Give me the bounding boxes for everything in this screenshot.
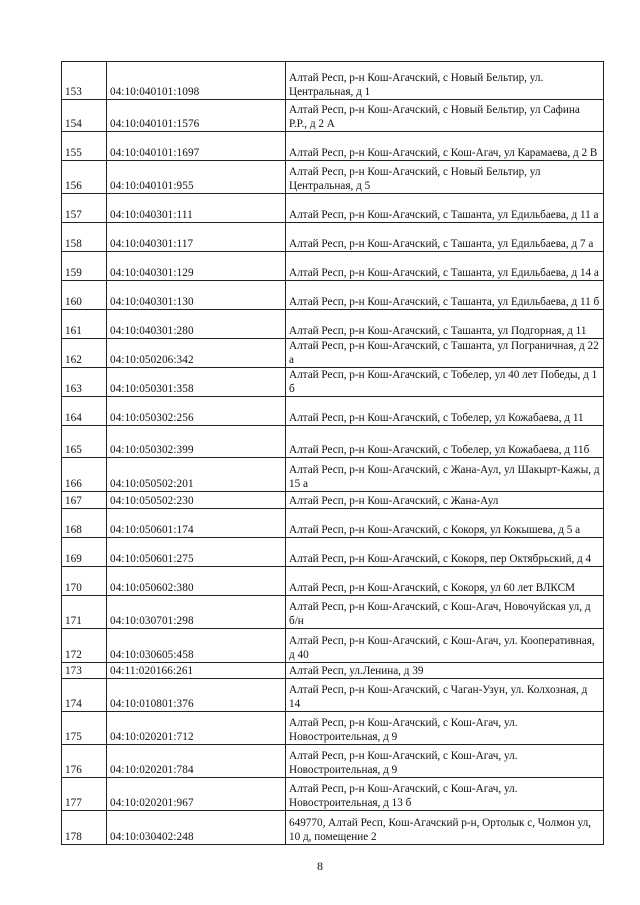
property-address: Алтай Респ, р-н Кош-Агачский, с Ташанта, ул Едильбаева, д 11 б — [286, 281, 604, 310]
row-number: 168 — [62, 509, 107, 538]
table-row — [62, 397, 604, 426]
row-number: 162 — [62, 339, 107, 368]
row-number: 165 — [62, 426, 107, 458]
cadastral-number: 04:10:050602:380 — [107, 567, 286, 596]
table-row — [62, 811, 604, 845]
cadastral-number: 04:11:020166:261 — [107, 663, 286, 679]
cadastral-number: 04:10:040101:1576 — [107, 100, 286, 132]
row-number: 156 — [62, 161, 107, 194]
cadastral-number: 04:10:050301:358 — [107, 368, 286, 397]
row-number: 177 — [62, 778, 107, 811]
cadastral-number: 04:10:020201:784 — [107, 745, 286, 778]
property-address: Алтай Респ, р-н Кош-Агачский, с Ташанта, ул Едильбаева, д 11 а — [286, 194, 604, 223]
property-address: Алтай Респ, р-н Кош-Агачский, с Тобелер, ул 40 лет Победы, д 1 б — [286, 368, 604, 397]
property-address: Алтай Респ, р-н Кош-Агачский, с Чаган-Узун, ул. Колхозная, д 14 — [286, 679, 604, 712]
row-number: 153 — [62, 62, 107, 100]
table-row — [62, 281, 604, 310]
row-number: 161 — [62, 310, 107, 339]
property-address: Алтай Респ, р-н Кош-Агачский, с Ташанта, ул Подгорная, д 11 — [286, 310, 604, 339]
cadastral-number: 04:10:050601:275 — [107, 538, 286, 567]
cadastral-number: 04:10:050502:230 — [107, 492, 286, 509]
cadastral-number: 04:10:040101:955 — [107, 161, 286, 194]
row-number: 174 — [62, 679, 107, 712]
cadastral-number: 04:10:040301:117 — [107, 223, 286, 252]
table-row — [62, 310, 604, 339]
property-address: Алтай Респ, р-н Кош-Агачский, с Тобелер, ул Кожабаева, д 11 — [286, 397, 604, 426]
row-number: 155 — [62, 132, 107, 161]
page-number: 8 — [317, 859, 323, 873]
table-row — [62, 426, 604, 458]
row-number: 163 — [62, 368, 107, 397]
property-address: Алтай Респ, р-н Кош-Агачский, с Кош-Агач, ул. Новостроительная, д 9 — [286, 745, 604, 778]
table-row — [62, 712, 604, 745]
row-number: 158 — [62, 223, 107, 252]
property-address: Алтай Респ, р-н Кош-Агачский, с Тобелер, ул Кожабаева, д 11б — [286, 426, 604, 458]
property-address: Алтай Респ, р-н Кош-Агачский, с Кош-Агач, ул. Новостроительная, д 9 — [286, 712, 604, 745]
property-address: Алтай Респ, р-н Кош-Агачский, с Кош-Агач, ул. Кооперативная, д 40 — [286, 629, 604, 663]
row-number: 173 — [62, 663, 107, 679]
cadastral-number: 04:10:030605:458 — [107, 629, 286, 663]
table-row — [62, 223, 604, 252]
table-row — [62, 100, 604, 132]
cadastral-number: 04:10:030402:248 — [107, 811, 286, 845]
table-row — [62, 458, 604, 492]
property-address: Алтай Респ, р-н Кош-Агачский, с Кош-Агач, ул. Новостроительная, д 13 б — [286, 778, 604, 811]
cadastral-number: 04:10:040101:1098 — [107, 62, 286, 100]
table-row — [62, 538, 604, 567]
row-number: 154 — [62, 100, 107, 132]
row-number: 172 — [62, 629, 107, 663]
table-row — [62, 62, 604, 100]
document-sheet — [61, 61, 603, 845]
row-number: 176 — [62, 745, 107, 778]
cadastral-number: 04:10:050302:256 — [107, 397, 286, 426]
table-row — [62, 509, 604, 538]
table-row — [62, 132, 604, 161]
property-address: Алтай Респ, ул.Ленина, д 39 — [286, 663, 604, 679]
property-address: Алтай Респ, р-н Кош-Агачский, с Кокоря, ул 60 лет ВЛКСМ — [286, 567, 604, 596]
property-address: Алтай Респ, р-н Кош-Агачский, с Новый Бельтир, ул Сафина Р.Р., д 2 А — [286, 100, 604, 132]
cadastral-number: 04:10:040301:130 — [107, 281, 286, 310]
row-number: 175 — [62, 712, 107, 745]
table-row — [62, 679, 604, 712]
property-address: Алтай Респ, р-н Кош-Агачский, с Кош-Агач, ул Карамаева, д 2 В — [286, 132, 604, 161]
cadastral-number: 04:10:010801:376 — [107, 679, 286, 712]
table-row — [62, 492, 604, 509]
property-address: Алтай Респ, р-н Кош-Агачский, с Ташанта, ул Едильбаева, д 7 а — [286, 223, 604, 252]
cadastral-number: 04:10:040101:1697 — [107, 132, 286, 161]
row-number: 167 — [62, 492, 107, 509]
table-row — [62, 663, 604, 679]
row-number: 164 — [62, 397, 107, 426]
property-address: Алтай Респ, р-н Кош-Агачский, с Жана-Аул — [286, 492, 604, 509]
row-number: 169 — [62, 538, 107, 567]
property-register-table — [61, 61, 604, 845]
table-row — [62, 252, 604, 281]
cadastral-number: 04:10:020201:967 — [107, 778, 286, 811]
cadastral-number: 04:10:040301:129 — [107, 252, 286, 281]
row-number: 178 — [62, 811, 107, 845]
property-register-body — [62, 62, 604, 845]
property-address: Алтай Респ, р-н Кош-Агачский, с Кокоря, ул Кокышева, д 5 а — [286, 509, 604, 538]
table-row — [62, 778, 604, 811]
cadastral-number: 04:10:050601:174 — [107, 509, 286, 538]
table-row — [62, 745, 604, 778]
table-row — [62, 194, 604, 223]
table-row — [62, 629, 604, 663]
table-row — [62, 339, 604, 368]
property-address: Алтай Респ, р-н Кош-Агачский, с Новый Бельтир, ул. Центральная, д 1 — [286, 62, 604, 100]
row-number: 171 — [62, 596, 107, 629]
table-row — [62, 567, 604, 596]
cadastral-number: 04:10:050502:201 — [107, 458, 286, 492]
row-number: 157 — [62, 194, 107, 223]
property-address: Алтай Респ, р-н Кош-Агачский, с Кокоря, пер Октябрьский, д 4 — [286, 538, 604, 567]
cadastral-number: 04:10:050206:342 — [107, 339, 286, 368]
property-address: Алтай Респ, р-н Кош-Агачский, с Ташанта, ул Пограничная, д 22 а — [286, 339, 604, 368]
table-row — [62, 368, 604, 397]
property-address: Алтай Респ, р-н Кош-Агачский, с Жана-Аул, ул Шакырт-Кажы, д 15 а — [286, 458, 604, 492]
property-address: Алтай Респ, р-н Кош-Агачский, с Кош-Агач, Новочуйская ул, д б/н — [286, 596, 604, 629]
table-row — [62, 596, 604, 629]
cadastral-number: 04:10:040301:280 — [107, 310, 286, 339]
cadastral-number: 04:10:020201:712 — [107, 712, 286, 745]
row-number: 160 — [62, 281, 107, 310]
row-number: 159 — [62, 252, 107, 281]
property-address: Алтай Респ, р-н Кош-Агачский, с Новый Бельтир, ул Центральная, д 5 — [286, 161, 604, 194]
table-row — [62, 161, 604, 194]
cadastral-number: 04:10:040301:111 — [107, 194, 286, 223]
row-number: 166 — [62, 458, 107, 492]
cadastral-number: 04:10:050302:399 — [107, 426, 286, 458]
property-address: 649770, Алтай Респ, Кош-Агачский р-н, Ортолык с, Чолмон ул, 10 д, помещение 2 — [286, 811, 604, 845]
row-number: 170 — [62, 567, 107, 596]
property-address: Алтай Респ, р-н Кош-Агачский, с Ташанта, ул Едильбаева, д 14 а — [286, 252, 604, 281]
cadastral-number: 04:10:030701:298 — [107, 596, 286, 629]
